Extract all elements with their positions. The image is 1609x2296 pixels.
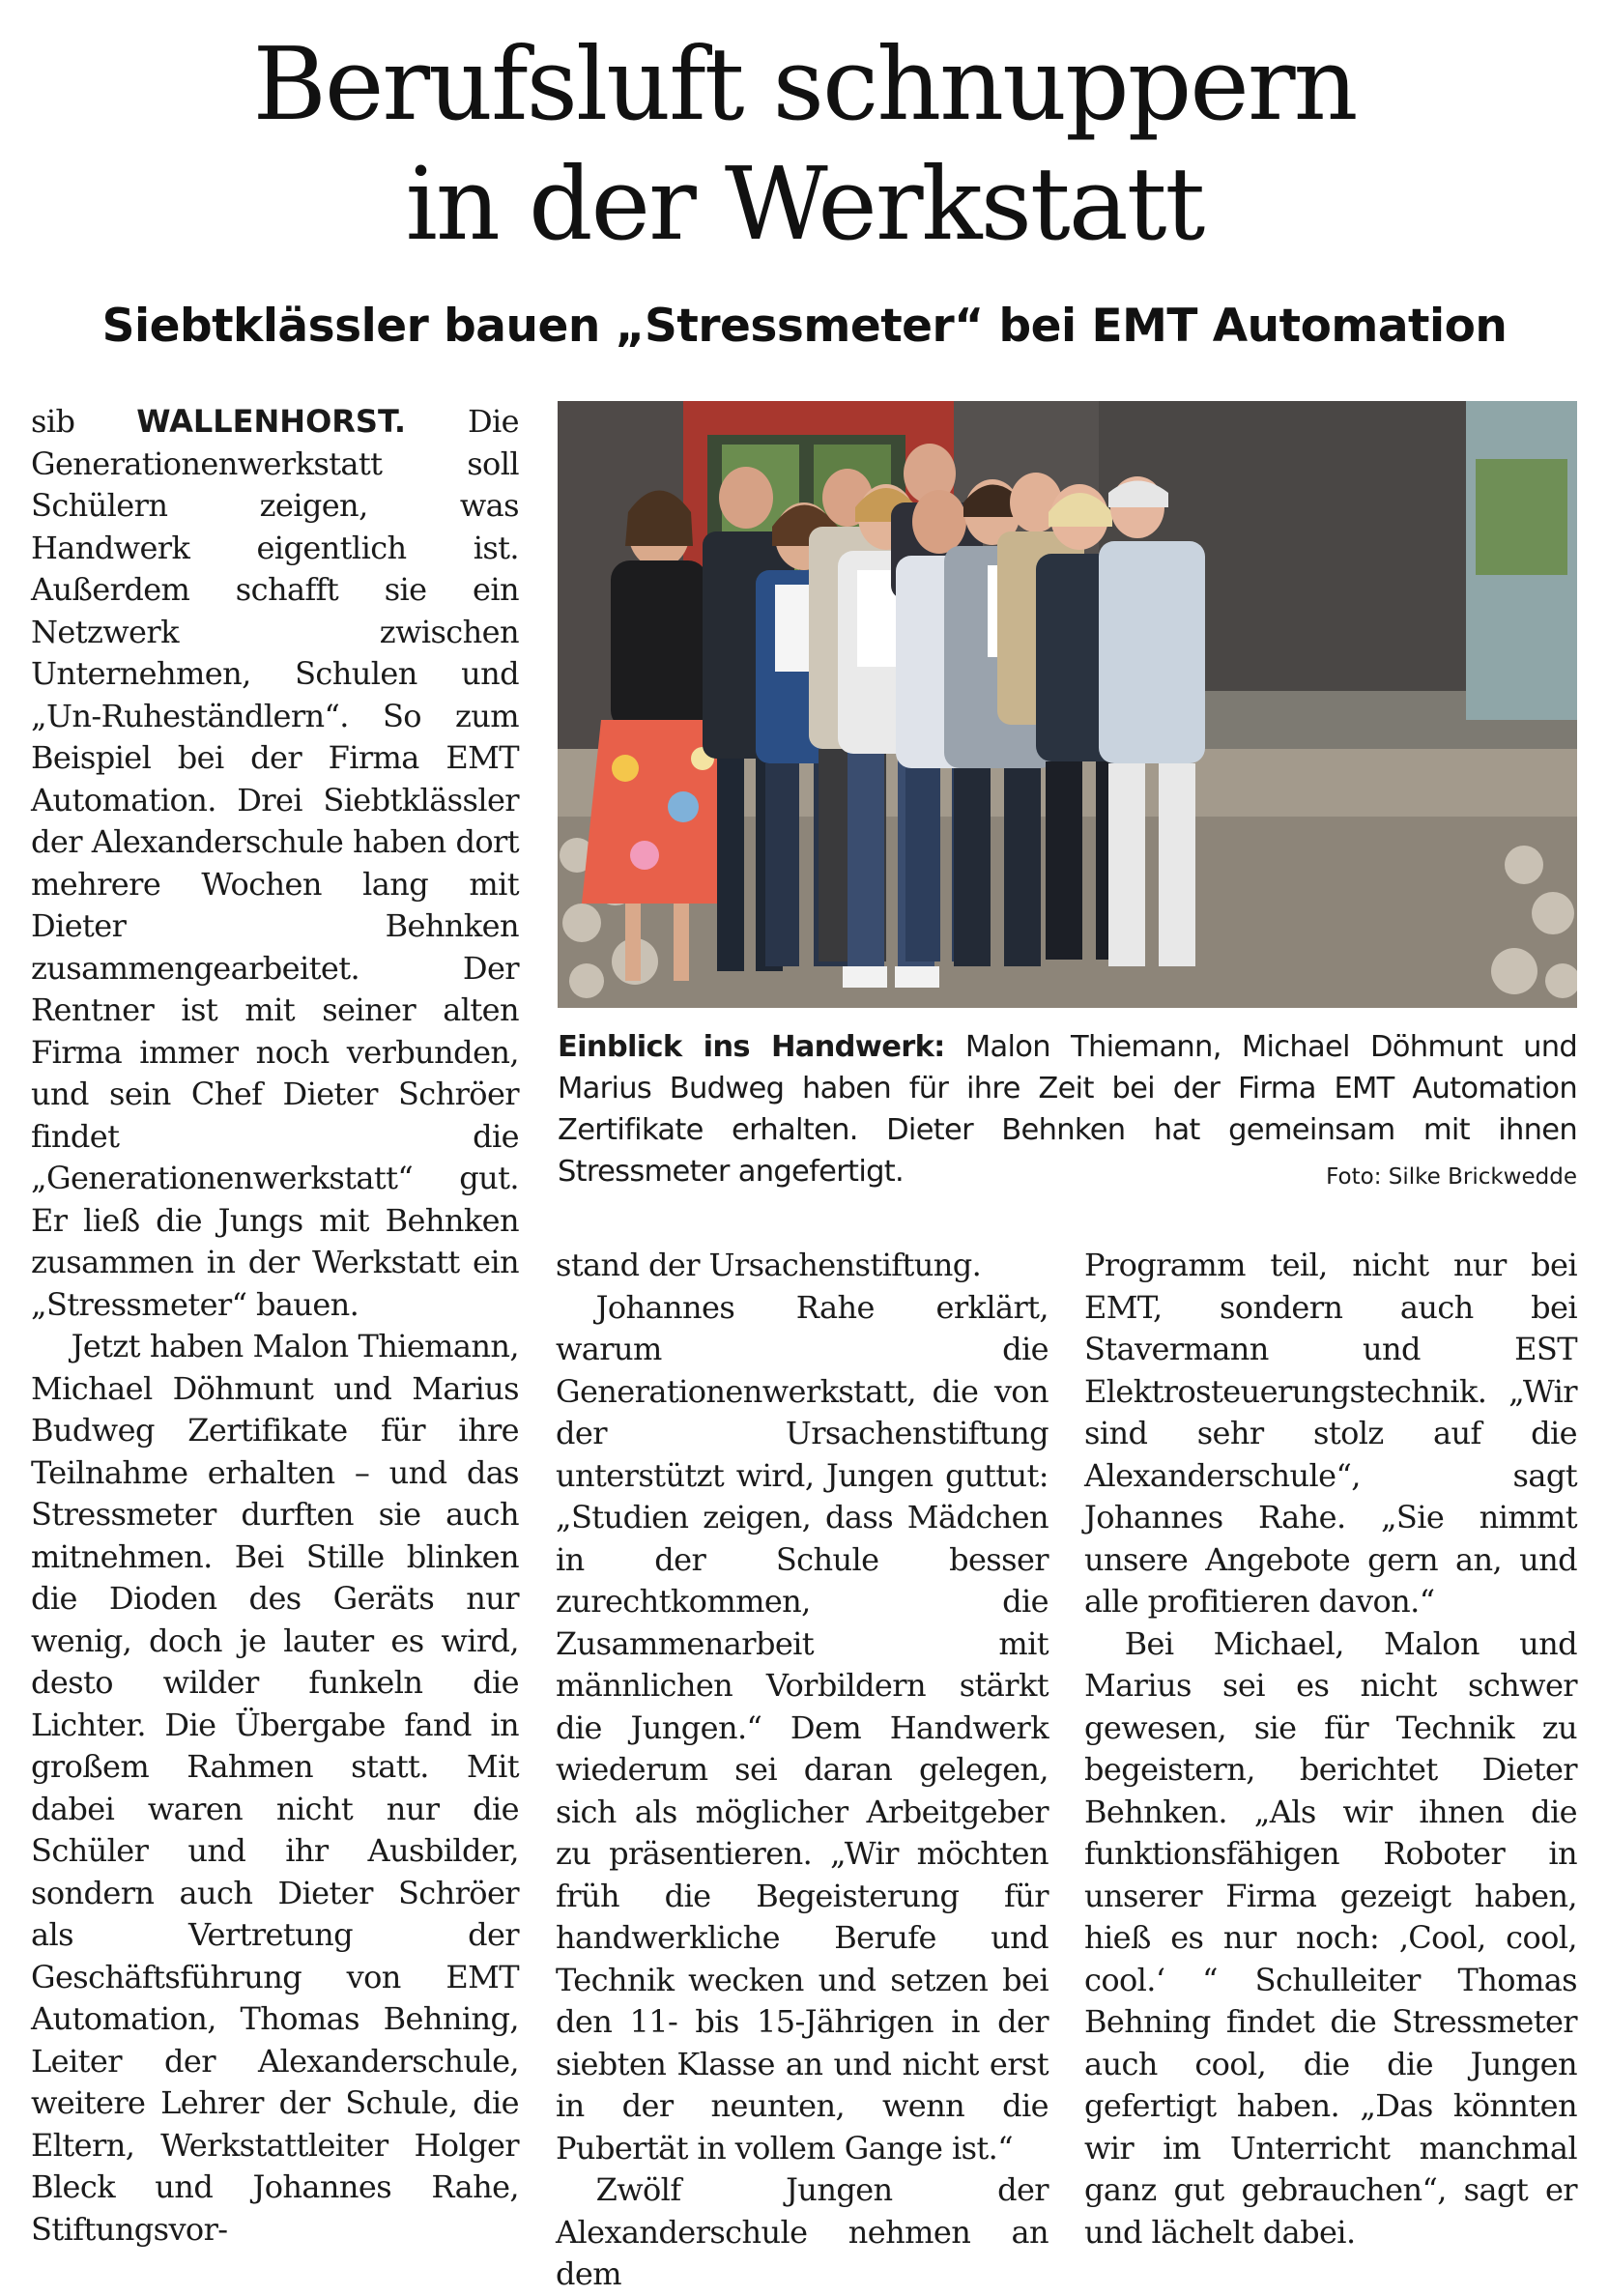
caption-lead: Einblick ins Handwerk: xyxy=(558,1030,945,1064)
article-column-3 xyxy=(1084,1245,1577,2259)
paragraph-3: stand der Ursachenstiftung. xyxy=(556,1247,982,1283)
paragraph-7: Bei Michael, Malon und Marius sei es nicht schwer gewesen, sie für Technik zu begeistern, berichtet Dieter Behnken. „Als wir ihnen die funktionsfähigen Roboter in unserer Firma gezeigt haben, hieß es nur noch: ‚Cool, cool, cool.‘ “ Schulleiter Thomas Behning findet die Stressmeter auch cool, die die Jungen gefertigt haben. „Das könnten wir im Unterricht manchmal ganz gut gebrauchen“, sagt er und lächelt dabei. xyxy=(1084,1624,1577,2251)
author-initials: sib xyxy=(31,403,75,440)
paragraph-6: Programm teil, nicht nur bei EMT, sondern auch bei Stavermann und EST Elektrosteuerungstechnik. „Wir sind sehr stolz auf die Alexanderschule“, sagt Johannes Rahe. „Sie nimmt unsere Angebote gern an, und alle profitieren davon.“ xyxy=(1084,1247,1577,1620)
article-column-1 xyxy=(31,401,519,2261)
paragraph-1 xyxy=(31,401,519,1326)
caption-text: Malon Thiemann, Michael Döhmunt und Marius Budweg haben für ihre Zeit bei der Firma EMT Automation Zertifikate erhalten. Dieter Behnken hat gemeinsam mit ihnen Stressmeter angefertigt. xyxy=(558,1030,1577,1189)
photo-caption xyxy=(558,1026,1577,1210)
article-column-2 xyxy=(556,1245,1049,2292)
group-photo-illustration xyxy=(558,401,1577,1008)
paragraph-1-text: Die Generationenwerkstatt soll Schülern zeigen, was Handwerk eigentlich ist. Außerdem schafft sie ein Netzwerk zwischen Unternehmen, Schulen und „Un-Ruheständlern“. So zum Beispiel bei der Firma EMT Automation. Drei Siebtklässler der Alexanderschule haben dort mehrere Wochen lang mit Dieter Behnken zusammengearbeitet. Der Rentner ist mit seiner alten Firma immer noch verbunden, und sein Chef Dieter Schröer findet die „Generationenwerkstatt“ gut. Er ließ die Jungs mit Behnken zusammen in der Werkstatt ein „Stressmeter“ bauen. xyxy=(31,403,519,1323)
photo-credit: Foto: Silke Brickwedde xyxy=(1326,1164,1577,1190)
paragraph-4: Johannes Rahe erklärt, warum die Generationenwerkstatt, die von der Ursachenstiftung unterstützt wird, Jungen guttut: „Studien zeigen, dass Mädchen in der Schule besser zurechtkommen, die Zusammenarbeit mit männlichen Vorbildern stärkt die Jungen.“ Dem Handwerk wiederum sei daran gelegen, sich als möglicher Arbeitgeber zu präsentieren. „Wir möchten früh die Begeisterung für handwerkliche Berufe und Technik wecken und setzen bei den 11- bis 15-Jährigen in der siebten Klasse an und nicht erst in der neunten, wenn die Pubertät in vollem Gange ist.“ xyxy=(556,1288,1049,2167)
article-photo xyxy=(558,401,1577,1008)
dateline-place: WALLENHORST. xyxy=(136,403,407,440)
headline-line-1: Berufsluft schnuppern xyxy=(252,25,1357,143)
paragraph-5: Zwölf Jungen der Alexanderschule nehmen an dem xyxy=(556,2171,1049,2292)
subheadline: Siebtklässler bauen „Stressmeter“ bei EMT Automation xyxy=(101,300,1508,353)
headline xyxy=(58,24,1551,264)
paragraph-2: Jetzt haben Malon Thiemann, Michael Döhmunt und Marius Budweg Zertifikate für ihre Teilnahme erhalten – und das Stressmeter durften sie auch mitnehmen. Bei Stille blinken die Dioden des Geräts nur wenig, doch je lauter es wird, desto wilder funkeln die Lichter. Die Übergabe fand in großem Rahmen statt. Mit dabei waren nicht nur die Schüler und ihr Ausbilder, sondern auch Dieter Schröer als Vertretung der Geschäftsführung von EMT Automation, Thomas Behning, Leiter der Alexanderschule, weitere Lehrer der Schule, die Eltern, Werkstattleiter Holger Bleck und Johannes Rahe, Stiftungsvor- xyxy=(31,1328,519,2248)
headline-line-2: in der Werkstatt xyxy=(405,145,1204,263)
